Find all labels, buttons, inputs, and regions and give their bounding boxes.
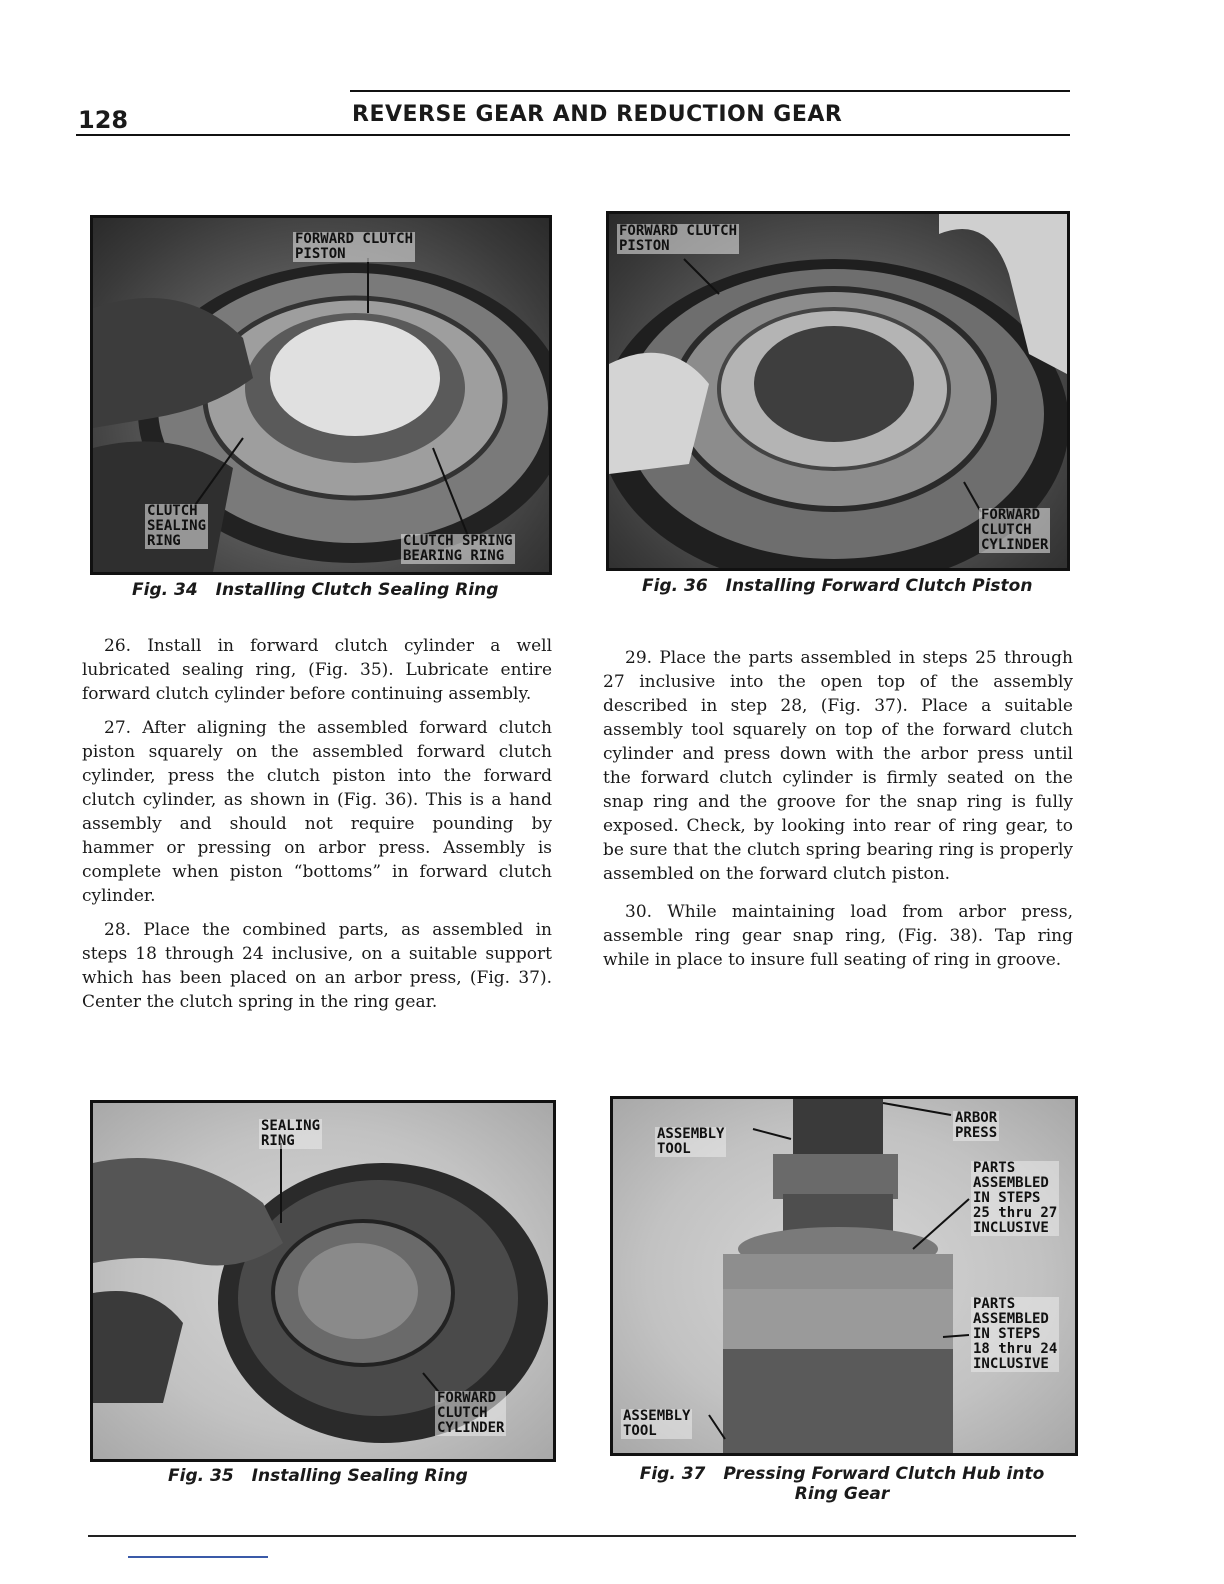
- label-assembly-tool-bottom: ASSEMBLY TOOL: [623, 1408, 691, 1439]
- figure-35-title: Installing Sealing Ring: [251, 1466, 468, 1486]
- label-forward-clutch-piston: FORWARD CLUTCH PISTON: [295, 231, 414, 262]
- figure-34-caption: [132, 580, 498, 600]
- figure-37-title-line1: Pressing Forward Clutch Hub into: [723, 1464, 1045, 1484]
- label-forward-clutch-cylinder-35: FORWARD CLUTCH CYLINDER: [437, 1390, 505, 1436]
- figure-34-photo: [90, 215, 552, 575]
- paragraph-27: 27. After aligning the assembled forward clutch piston squarely on the assembled forward clutch cylinder, press the clutch piston into the forward clutch cylinder, as shown in (Fig. 36). This is a hand assembly and should not require pounding by hammer or pressing on arbor press. Assembly is complete when piston “bottoms” in forward clutch cylinder.: [82, 718, 552, 906]
- text-column-right: [603, 646, 1073, 982]
- label-parts-steps-25-27: PARTS ASSEMBLED IN STEPS 25 thru 27 INCLUSIVE: [973, 1160, 1058, 1236]
- figure-34-title: Installing Clutch Sealing Ring: [215, 580, 499, 600]
- figure-36-photo: [606, 211, 1070, 571]
- paragraph-28: 28. Place the combined parts, as assembled in steps 18 through 24 inclusive, on a suitable support which has been placed on an arbor press, (Fig. 37). Center the clutch spring in the ring gear.: [82, 920, 552, 1012]
- label-forward-clutch-cylinder-36: FORWARD CLUTCH CYLINDER: [981, 507, 1049, 553]
- figure-36-title: Installing Forward Clutch Piston: [725, 576, 1033, 596]
- paragraph-30: 30. While maintaining load from arbor press, assemble ring gear snap ring, (Fig. 38). Tap ring while in place to insure full seating of ring in groove.: [603, 902, 1073, 970]
- label-arbor-press: ARBOR PRESS: [955, 1110, 998, 1141]
- label-clutch-sealing-ring: CLUTCH SEALING RING: [147, 503, 207, 549]
- figure-37-caption: [620, 1464, 1064, 1504]
- figure-35-number: Fig. 35: [168, 1466, 234, 1486]
- figure-35-photo: [90, 1100, 556, 1462]
- label-parts-steps-18-24: PARTS ASSEMBLED IN STEPS 18 thru 24 INCLUSIVE: [973, 1296, 1058, 1372]
- header-top-rule: [350, 90, 1070, 92]
- figure-37-photo: [610, 1096, 1078, 1456]
- figure-34-number: Fig. 34: [132, 580, 198, 600]
- paragraph-26: 26. Install in forward clutch cylinder a well lubricated sealing ring, (Fig. 35). Lubricate entire forward clutch cylinder before continuing assembly.: [82, 636, 552, 704]
- page-number: 128: [78, 106, 129, 134]
- paragraph-29: 29. Place the parts assembled in steps 25 through 27 inclusive into the open top of the assembly described in step 28, (Fig. 37). Place a suitable assembly tool squarely on top of the forward clutch cylinder and press down with the arbor press until the forward clutch cylinder is firmly seated on the snap ring and the groove for the snap ring is fully exposed. Check, by looking into rear of ring gear, to be sure that the clutch spring bearing ring is properly assembled on the forward clutch piston.: [603, 648, 1073, 884]
- header-bottom-rule: [76, 134, 1070, 136]
- figure-37-title-line2: Ring Gear: [794, 1484, 890, 1504]
- label-sealing-ring: SEALING RING: [261, 1118, 321, 1149]
- label-forward-clutch-piston-36: FORWARD CLUTCH PISTON: [619, 223, 738, 254]
- label-clutch-spring-bearing-ring: CLUTCH SPRING BEARING RING: [403, 533, 513, 564]
- figure-37-number: Fig. 37: [639, 1464, 706, 1484]
- footer-mark: [128, 1556, 268, 1558]
- text-column-left: [82, 634, 552, 1024]
- figure-35-caption: [168, 1466, 468, 1486]
- footer-rule: [88, 1535, 1076, 1537]
- figure-36-caption: [642, 576, 1032, 596]
- label-assembly-tool-top: ASSEMBLY TOOL: [657, 1126, 725, 1157]
- running-head: REVERSE GEAR AND REDUCTION GEAR: [352, 102, 843, 127]
- figure-36-number: Fig. 36: [642, 576, 708, 596]
